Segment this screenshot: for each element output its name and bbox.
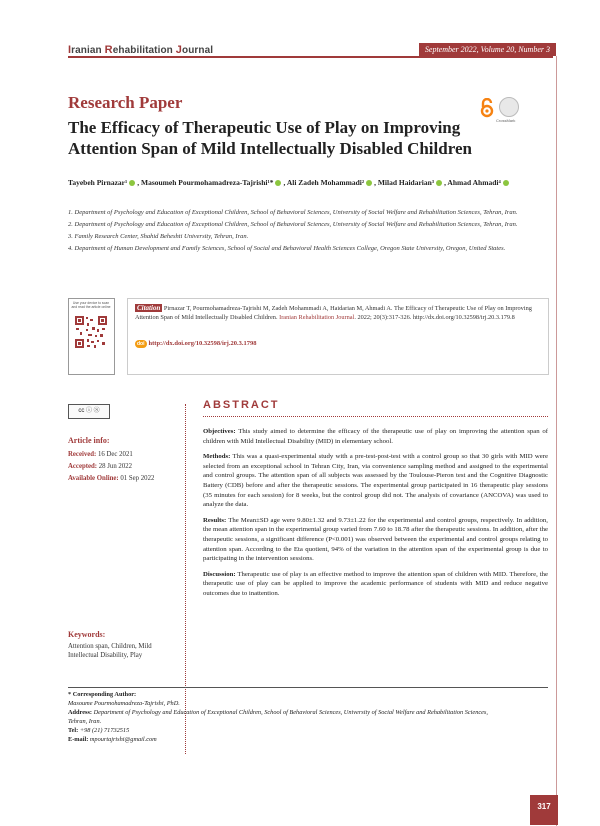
corr-email[interactable]: mpourtajrishi@gmail.com — [88, 736, 157, 743]
affiliation: 4. Department of Human Development and Family Sciences, School of Social and Behavioral Health Sciences College, Oregon State University, Oregon, United States. — [68, 245, 506, 252]
citation-text: Pirnazar T, Pourmohamadreza-Tajrishi M, Zadeh Mohammadi A, Haidarian M, Ahmadi A. The Efficacy of Therapeutic Use of Play on Improving Attention Span of Mild Intellectually Disabled Children. — [135, 305, 532, 321]
author: Masoumeh Pourmohamadreza-Tajrishi¹* — [141, 178, 274, 187]
citation-journal-link[interactable]: Iranian Rehabilitation Journal — [279, 314, 355, 321]
citation-tag: Citation — [137, 304, 161, 312]
header-rule — [68, 56, 553, 58]
citation — [135, 304, 541, 322]
orcid-icon[interactable] — [366, 180, 372, 186]
cc-license-icon[interactable]: cc ⓘ Ⓢ — [68, 404, 110, 419]
author: Milad Haidarian³ — [377, 178, 435, 187]
qr-code-icon[interactable] — [74, 315, 108, 349]
issue-badge: September 2022, Volume 20, Number 3 — [419, 43, 556, 56]
abstract-heading: ABSTRACT — [203, 399, 280, 411]
doi-link[interactable]: http://dx.doi.org/10.32598/irj.20.3.1798 — [148, 340, 257, 347]
received-date: 16 Dec 2021 — [98, 451, 133, 458]
article-info — [68, 449, 154, 485]
abstract-methods: Methods: This was a quasi-experimental study with a pre-test-post-test with a control group so that 30 girls with MID were selected from an exceptional school in Tehran City, Iran, via convenience sampling method and assigned to the experimental and control groups. The attention span of all subjects was assessed by the Toulouse-Pieron test and the Cognitive Diagnostic Battery (CDB) before and after the therapeutic sessions. The experimental group participated in 16 therapeutic play sessions (35 minutes for each session) for 8 weeks, but the control group did not. The analysis of covariance (ANCOVA) was used to analyze the data. — [203, 453, 548, 509]
abstract-results: Results: The Mean±SD age were 9.80±1.32 and 9.73±1.22 for the experimental and control groups, respectively. In addition, the mean attention span in the experimental group varied from 7.60 to 18.78 after the therapeutic sessions. In addition, after the therapeutic sessions, a significant difference (P<0.001) was observed between the experimental and control groups relating to attention span. According to the Eta quotient, 94% of the variation in the attention span of the experimental group is due to participating in the intervention sessions. — [203, 516, 548, 563]
accepted-label: Accepted: — [68, 463, 98, 470]
orcid-icon[interactable] — [503, 180, 509, 186]
affiliation: 2. Department of Psychology and Education of Exceptional Children, School of Behavioral Sciences, University of Social Welfare and Rehabilitation Sciences, Tehran, Iran. — [68, 221, 518, 228]
online-label: Available Online: — [68, 475, 119, 482]
corr-tel: +98 (21) 71732515 — [78, 727, 130, 734]
crossmark-icon[interactable] — [499, 97, 519, 117]
abstract-discussion: Discussion: Therapeutic use of play is an effective method to improve the attention span of children with MID. Therefore, the therapeutic use of play can be applied to improve the academic performance of students with MID and reduce negative outcomes due to inattention. — [203, 570, 548, 597]
journal-logo: Iranian Rehabilitation Journal — [68, 44, 214, 56]
address-label: Address: — [68, 709, 93, 716]
open-access-icon — [477, 98, 497, 118]
online-date: 01 Sep 2022 — [120, 475, 155, 482]
crossmark-label: CrossMark — [496, 118, 516, 123]
margin-rule — [556, 56, 557, 826]
affiliation: 3. Family Research Center, Shahid Beheshti University, Tehran, Iran. — [68, 233, 249, 240]
keywords-heading: Keywords: — [68, 630, 106, 639]
footnote-rule — [68, 687, 548, 688]
tel-label: Tel: — [68, 727, 79, 734]
article-info-heading: Article info: — [68, 436, 110, 445]
citation-rest: . 2022; 20(3):317-326. http://dx.doi.org/10.32598/irj.20.3.179.8 — [354, 314, 515, 321]
corr-address: Department of Psychology and Education of Exceptional Children, School of Behavioral Sciences, University of Social Welfare and Rehabilitation Sciences, Tehran, Iran. — [68, 709, 488, 725]
abstract-rule — [203, 416, 548, 417]
abstract-objectives: Objectives: This study aimed to determine the efficacy of the therapeutic use of play on improving the attention span of children with Mild Intellectual Disability (MID) in elementary school. — [203, 428, 548, 445]
orcid-icon[interactable] — [436, 180, 442, 186]
affiliations — [68, 208, 548, 256]
author: Tayebeh Pirnazar¹ — [68, 178, 128, 187]
author: Ahmad Ahmadi⁴ — [447, 178, 501, 187]
qr-label: Use your device to scan and read the article online — [71, 301, 111, 309]
doi-icon: doi — [137, 341, 145, 347]
article-type: Research Paper — [68, 93, 183, 112]
affiliation: 1. Department of Psychology and Education of Exceptional Children, School of Behavioral Sciences, University of Social Welfare and Rehabilitation Sciences, Tehran, Iran. — [68, 209, 518, 216]
corr-name: Masoume Pourmohamadreza-Tajrishi, PhD. — [68, 700, 180, 707]
doi-line — [135, 340, 256, 348]
keywords: Attention span, Children, Mild Intellectual Disability, Play — [68, 643, 152, 659]
author: Ali Zadeh Mohammadi² — [286, 178, 365, 187]
orcid-icon[interactable] — [275, 180, 281, 186]
accepted-date: 28 Jun 2022 — [98, 463, 133, 470]
abstract-body — [203, 427, 548, 605]
correspondence — [68, 690, 508, 744]
email-label: E-mail: — [68, 736, 89, 743]
article-title: The Efficacy of Therapeutic Use of Play on Improving Attention Span of Mild Intellectually Disabled Children — [68, 118, 472, 158]
corr-heading: * Corresponding Author: — [68, 691, 137, 698]
received-label: Received: — [68, 451, 97, 458]
page-number: 317 — [530, 795, 558, 825]
orcid-icon[interactable] — [129, 180, 135, 186]
author-list: Tayebeh Pirnazar¹ , Masoumeh Pourmohamadreza-Tajrishi¹* , Ali Zadeh Mohammadi² , Milad Haidarian³ , Ahmad Ahmadi⁴ — [68, 178, 548, 187]
